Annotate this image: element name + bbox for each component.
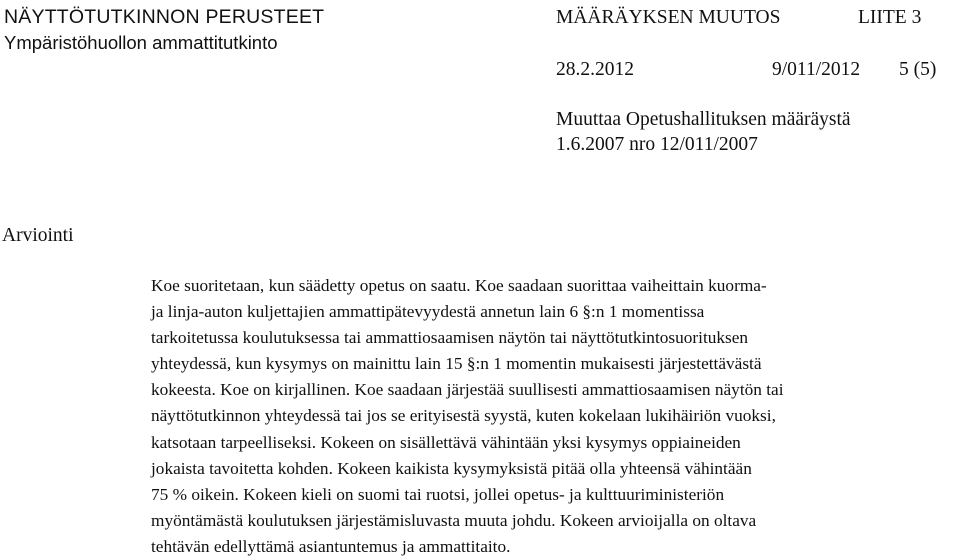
document-header-left — [4, 5, 324, 55]
regulation-change-label: MÄÄRÄYKSEN MUUTOS — [556, 7, 781, 28]
body-text-line: jokaista tavoitetta kohden. Kokeen kaikista kysymyksistä pitää olla yhteensä vähintään — [151, 458, 752, 478]
qualification-name: Ympäristöhuollon ammattitutkinto — [4, 32, 278, 53]
body-text-line: yhteydessä, kun kysymys on mainittu lain 15 §:n 1 momentin mukaisesti järjestettävästä — [151, 354, 762, 374]
document-date: 28.2.2012 — [556, 59, 634, 80]
body-text-line: ja linja-auton kuljettajien ammattipätevyydestä annetun lain 6 §:n 1 momentissa — [151, 302, 705, 322]
appendix-label: LIITE 3 — [858, 7, 922, 28]
body-text-line: näyttötutkinnon yhteydessä tai jos se erityisestä syystä, kuten kokelaan lukihäiriön vuoksi, — [151, 406, 776, 426]
body-text-line: 75 % oikein. Kokeen kieli on suomi tai ruotsi, jollei opetus- ja kulttuuriministeriön — [151, 484, 725, 504]
body-text-line: Koe suoritetaan, kun säädetty opetus on saatu. Koe saadaan suorittaa vaiheittain kuorma- — [151, 276, 767, 295]
amends-line-2: 1.6.2007 nro 12/011/2007 — [556, 134, 758, 155]
body-text-line: tarkoitetussa koulutuksessa tai ammattiosaamisen näytön tai näyttötutkintosuorituksen — [151, 328, 749, 348]
section-heading: Arviointi — [2, 225, 74, 246]
body-text-line: katsotaan tarpeelliseksi. Kokeen on sisällettävä vähintään yksi kysymys oppiaineiden — [151, 432, 741, 452]
page-number: 5 (5) — [899, 59, 937, 80]
exam-title: NÄYTTÖTUTKINNON PERUSTEET — [4, 6, 325, 28]
section-body — [151, 273, 951, 560]
body-text-line: kokeesta. Koe on kirjallinen. Koe saadaan järjestää suullisesti ammattiosaamisen näytön tai — [151, 380, 784, 400]
reference-number: 9/011/2012 — [772, 59, 861, 80]
body-text-line: myöntämästä koulutuksen järjestämisluvasta muuta johdu. Kokeen arvioijalla on oltava — [151, 510, 757, 530]
body-text-line: tehtävän edellyttämä asiantuntemus ja ammattitaito. — [151, 536, 511, 556]
amends-line-1: Muuttaa Opetushallituksen määräystä — [556, 109, 851, 130]
